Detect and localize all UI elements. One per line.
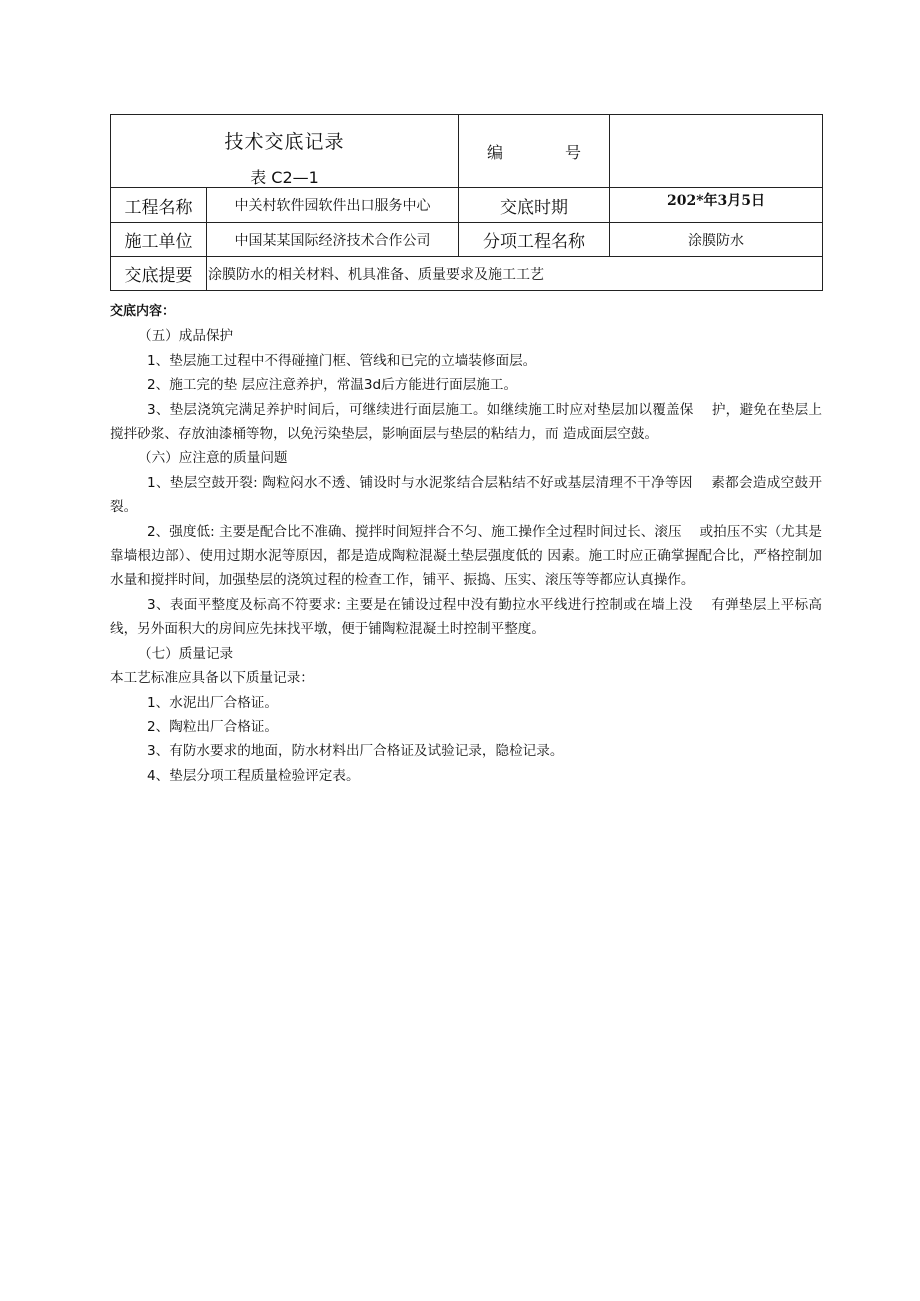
section-7-item: 1、水泥出厂合格证。 bbox=[147, 694, 278, 711]
section-6-title: （六）应注意的质量问题 bbox=[138, 450, 288, 467]
contractor-label: 施工单位 bbox=[111, 223, 207, 257]
date-value: 202*年3月5日 bbox=[610, 188, 823, 223]
section-6-item: 3、表面平整度及标高不符要求: 主要是在铺设过程中没有勤拉水平线进行控制或在墙上没 有弹垫层上平标高线，另外面积大的房间应先抹找平墩，便于铺陶粒混凝土时控制平整度。 bbox=[110, 596, 822, 638]
project-name-label: 工程名称 bbox=[111, 188, 207, 223]
number-label-cell bbox=[459, 115, 610, 188]
section-5-title: （五）成品保护 bbox=[138, 328, 234, 345]
section-7-title: （七）质量记录 bbox=[138, 645, 234, 662]
number-label-part1: 编 bbox=[486, 142, 503, 162]
content-heading: 交底内容： bbox=[110, 304, 176, 319]
header-row-contractor bbox=[111, 223, 823, 257]
sub-project-label: 分项工程名称 bbox=[459, 223, 610, 257]
project-name-value: 中关村软件园软件出口服务中心 bbox=[207, 188, 459, 223]
date-label: 交底时期 bbox=[459, 188, 610, 223]
document-title: 技术交底记录 bbox=[224, 131, 345, 153]
summary-label: 交底提要 bbox=[111, 257, 207, 291]
record-header-table bbox=[110, 114, 823, 291]
form-code: 表 C2—1 bbox=[250, 168, 319, 187]
summary-value: 涂膜防水的相关材料、机具准备、质量要求及施工工艺 bbox=[207, 257, 823, 291]
section-5-item: 1、垫层施工过程中不得碰撞门框、管线和已完的立墙装修面层。 bbox=[147, 352, 537, 369]
section-5-item: 2、施工完的垫 层应注意养护，常温3d后方能进行面层施工。 bbox=[147, 377, 518, 394]
section-7-item: 4、垫层分项工程质量检验评定表。 bbox=[147, 767, 360, 784]
contractor-value: 中国某某国际经济技术合作公司 bbox=[207, 223, 459, 257]
header-row-project bbox=[111, 188, 823, 223]
number-label-part2: 号 bbox=[565, 142, 582, 162]
section-5-item: 3、垫层浇筑完满足养护时间后，可继续进行面层施工。如继续施工时应对垫层加以覆盖保 护，避免在垫层上搅拌砂浆、存放油漆桶等物，以免污染垫层，影响面层与垫层的粘结力，而 造成面层空鼓。 bbox=[110, 401, 822, 443]
header-row-summary bbox=[111, 257, 823, 291]
number-value-cell bbox=[610, 115, 823, 188]
section-6-item: 1、垫层空鼓开裂: 陶粒闷水不透、铺设时与水泥浆结合层粘结不好或基层清理不干净等因 素都会造成空鼓开裂。 bbox=[110, 474, 822, 516]
section-7-item: 3、有防水要求的地面，防水材料出厂合格证及试验记录，隐检记录。 bbox=[147, 743, 564, 760]
section-7-intro: 本工艺标准应具备以下质量记录： bbox=[110, 670, 314, 687]
section-6-item: 2、强度低: 主要是配合比不准确、搅拌时间短拌合不匀、施工操作全过程时间过长、滚压 或拍压不实（尤其是靠墙根边部）、使用过期水泥等原因，都是造成陶粒混凝土垫层强度低的 因素。施工时应正确掌握配合比，严格控制加水量和搅拌时间，加强垫层的浇筑过程的检查工作，铺平、振捣、压实、滚压等等都应认真操作。 bbox=[110, 523, 822, 589]
section-7-item: 2、陶粒出厂合格证。 bbox=[147, 718, 278, 735]
header-row-title bbox=[111, 115, 823, 188]
title-cell bbox=[111, 115, 459, 188]
disclosure-content bbox=[110, 300, 822, 788]
sub-project-value: 涂膜防水 bbox=[610, 223, 823, 257]
